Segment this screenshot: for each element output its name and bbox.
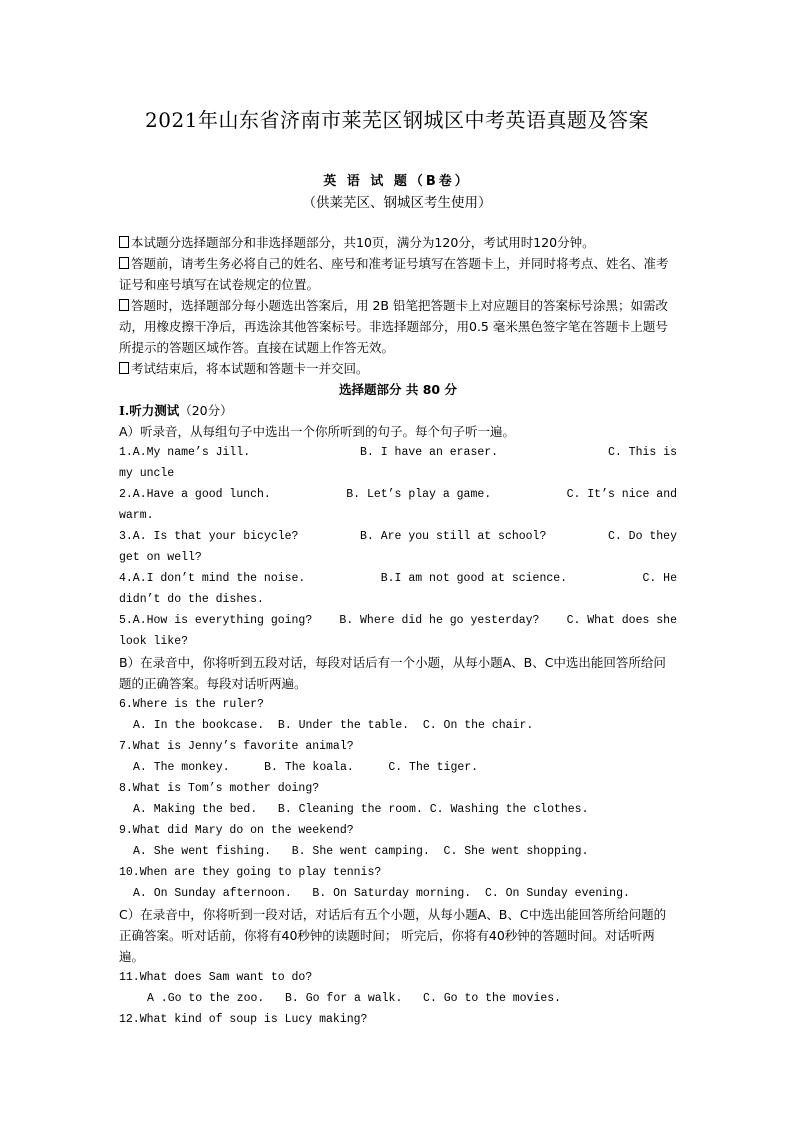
part1-a-instruction: A）听录音，从每组句子中选出一个你所听到的句子。每个句子听一遍。 [119,424,516,439]
question-options: A. On Sunday afternoon. B. On Saturday morning. C. On Sunday evening. [133,887,630,900]
question-item: 1.A.My name’s Jill. B. I have an eraser. C. This is [119,446,677,459]
part1-b-list [119,694,677,904]
question-text: 12.What kind of soup is Lucy making? [119,1013,368,1026]
bullet-box-icon [119,362,129,374]
question-options: A. In the bookcase. B. Under the table. C. On the chair. [133,719,534,732]
section-header: 选择题部分 共 80 分 [339,382,457,397]
part1-c-list [119,967,677,1030]
exam-body [119,232,677,1030]
part1-heading: I.听力测试（20分） [119,403,233,418]
question-item: 4.A.I don’t mind the noise. B.I am not good at science. C. He [119,572,677,585]
question-options: A. She went fishing. B. She went camping. C. She went shopping. [133,845,589,858]
question-options: A .Go to the zoo. B. Go for a walk. C. Go to the movies. [147,992,562,1005]
question-options: A. The monkey. B. The koala. C. The tiger. [133,761,479,774]
question-text: 11.What does Sam want to do? [119,971,313,984]
instruction-4: 考试结束后，将本试题和答题卡一并交回。 [119,358,677,379]
question-item-cont: get on well? [119,551,202,564]
question-text: 8.What is Tom’s mother doing? [119,782,320,795]
exam-subtitle: 英 语 试 题（B卷） [323,174,471,189]
question-text: 7.What is Jenny’s favorite animal? [119,740,354,753]
question-item: 5.A.How is everything going? B. Where did he go yesterday? C. What does she [119,614,677,627]
bullet-box-icon [119,299,129,311]
exam-audience: （供莱芜区、钢城区考生使用） [302,195,492,211]
part1-b-instruction: B）在录音中，你将听到五段对话，每段对话后有一个小题，从每小题A、B、C中选出能回答所给问题的正确答案。每段对话听两遍。 [119,655,666,691]
question-text: 10.When are they going to play tennis? [119,866,382,879]
question-text: 9.What did Mary do on the weekend? [119,824,354,837]
part1-c-instruction: C）在录音中，你将听到一段对话，对话后有五个小题，从每小题A、B、C中选出能回答所给问题的正确答案。听对话前，你将有40秒钟的读题时间； 听完后，你将有40秒钟的答题时间。对话听两遍。 [119,907,667,964]
question-item-cont: didn’t do the dishes. [119,593,264,606]
bullet-box-icon [119,236,129,248]
question-item: 2.A.Have a good lunch. B. Let’s play a game. C. It’s nice and [119,488,677,501]
bullet-box-icon [119,257,129,269]
question-item-cont: warm. [119,509,154,522]
instruction-3: 答题时，选择题部分每小题选出答案后，用 2B 铅笔把答题卡上对应题目的答案标号涂黑；如需改动，用橡皮擦干净后，再选涂其他答案标号。非选择题部分，用0.5 毫米黑色签字笔在答题卡上题号所提示的答题区域作答。直接在试题上作答无效。 [119,298,668,355]
question-item: 3.A. Is that your bicycle? B. Are you still at school? C. Do they [119,530,677,543]
question-item-cont: my uncle [119,467,175,480]
question-item-cont: look like? [119,635,189,648]
instruction-1: 本试题分选择题部分和非选择题部分，共10页，满分为120分，考试用时120分钟。 [119,232,677,253]
question-options: A. Making the bed. B. Cleaning the room. C. Washing the clothes. [133,803,589,816]
question-text: 6.Where is the ruler? [119,698,264,711]
instruction-2: 答题前，请考生务必将自己的姓名、座号和准考证号填写在答题卡上，并同时将考点、姓名、准考证号和座号填写在试卷规定的位置。 [119,256,669,292]
page-title: 2021年山东省济南市莱芜区钢城区中考英语真题及答案 [145,108,649,132]
part1-a-list [119,442,677,652]
